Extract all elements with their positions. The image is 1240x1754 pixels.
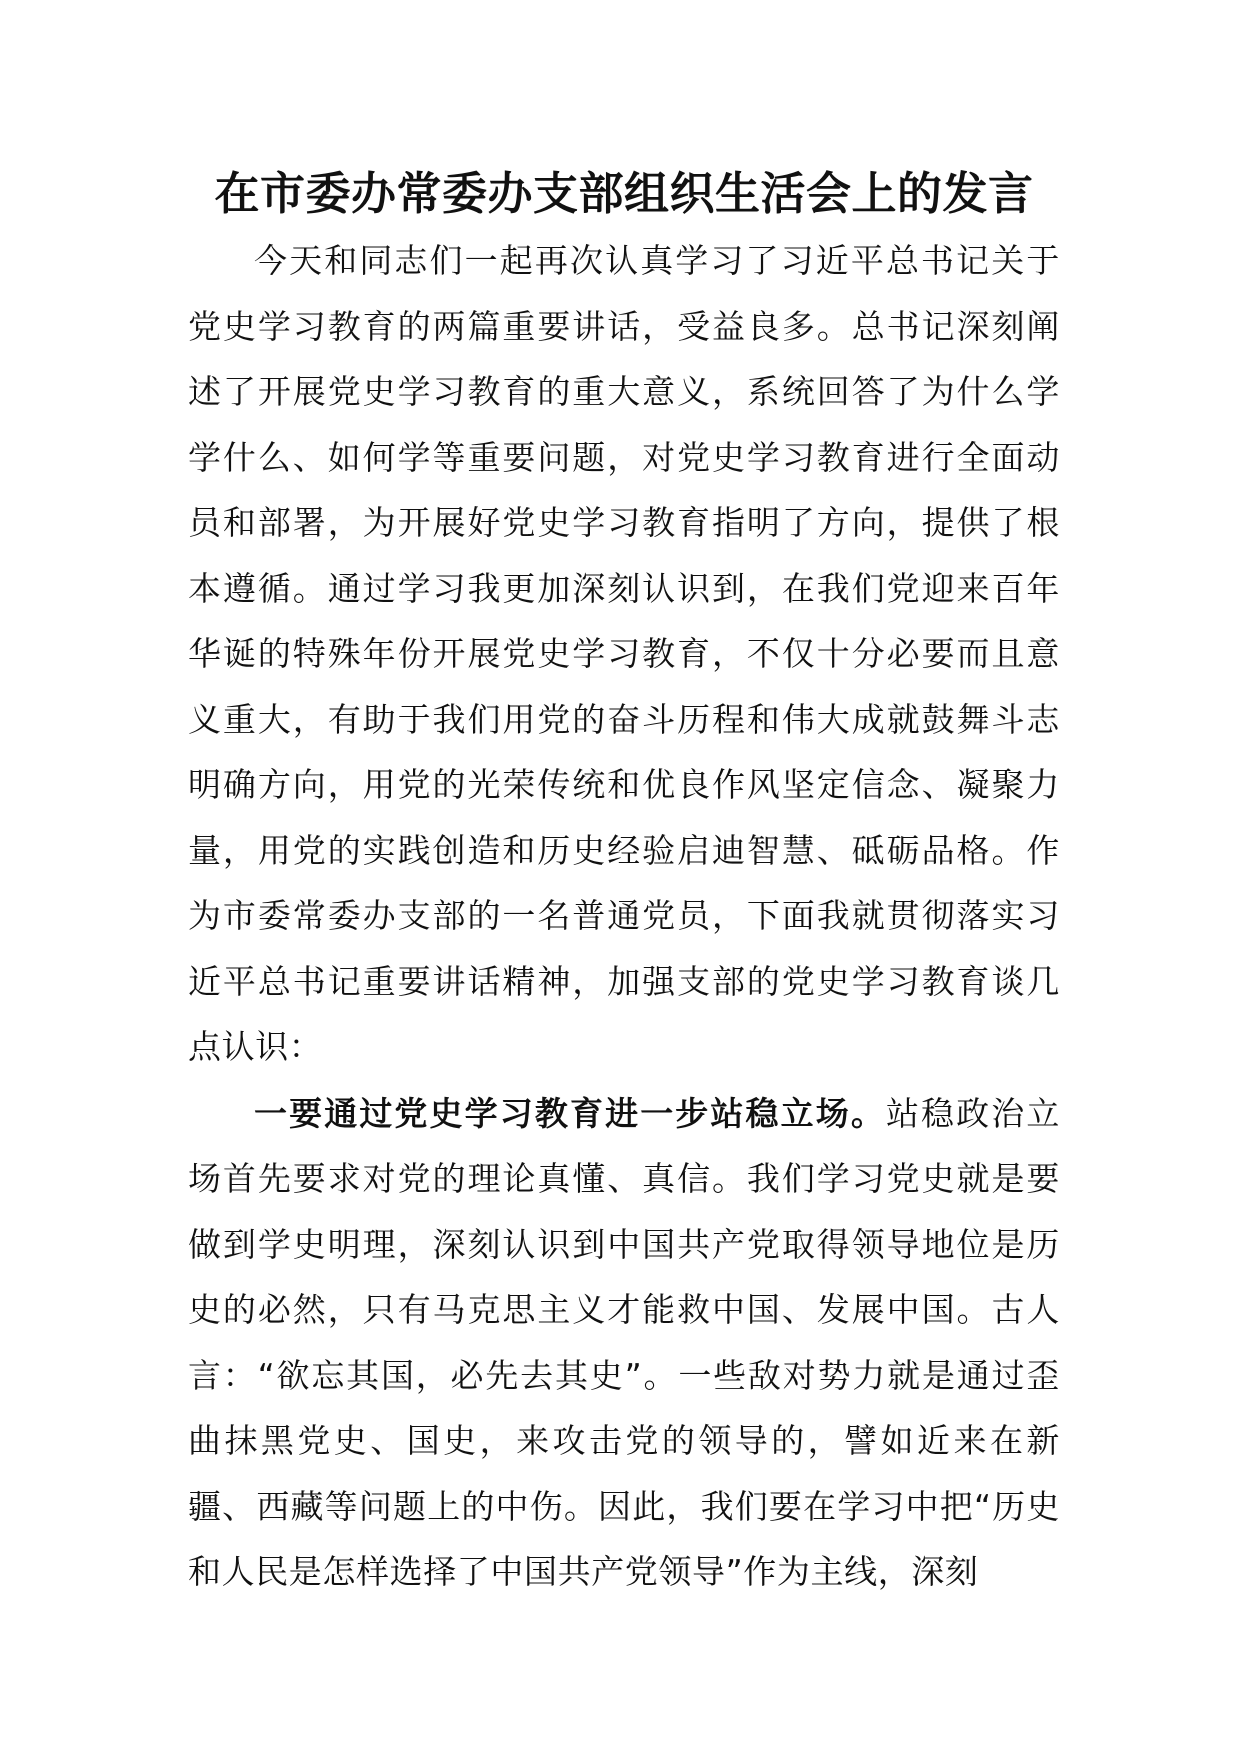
paragraph-point-one [188, 1081, 1060, 1605]
point-one-heading: 一要通过党史学习教育进一步站稳立场。 [254, 1093, 886, 1133]
paragraph-intro: 今天和同志们一起再次认真学习了习近平总书记关于党史学习教育的两篇重要讲话，受益良多。总书记深刻阐述了开展党史学习教育的重大意义，系统回答了为什么学学什么、如何学等重要问题，对党史学习教育进行全面动员和部署，为开展好党史学习教育指明了方向，提供了根本遵循。通过学习我更加深刻认识到，在我们党迎来百年华诞的特殊年份开展党史学习教育，不仅十分必要而且意义重大，有助于我们用党的奋斗历程和伟大成就鼓舞斗志明确方向，用党的光荣传统和优良作风坚定信念、凝聚力量，用党的实践创造和历史经验启迪智慧、砥砺品格。作为市委常委办支部的一名普通党员，下面我就贯彻落实习近平总书记重要讲话精神，加强支部的党史学习教育谈几点认识： [188, 241, 1060, 1066]
document-title: 在市委办常委办支部组织生活会上的发言 [214, 167, 1034, 220]
point-one-body: 站稳政治立场首先要求对党的理论真懂、真信。我们学习党史就是要做到学史明理，深刻认识到中国共产党取得领导地位是历史的必然，只有马克思主义才能救中国、发展中国。古人言：“欲忘其国，必先去其史”。一些敌对势力就是通过歪曲抹黑党史、国史，来攻击党的领导的，譬如近来在新疆、西藏等问题上的中伤。因此，我们要在学习中把“历史和人民是怎样选择了中国共产党领导”作为主线，深刻 [188, 1093, 1060, 1591]
document-page [188, 160, 1060, 1605]
